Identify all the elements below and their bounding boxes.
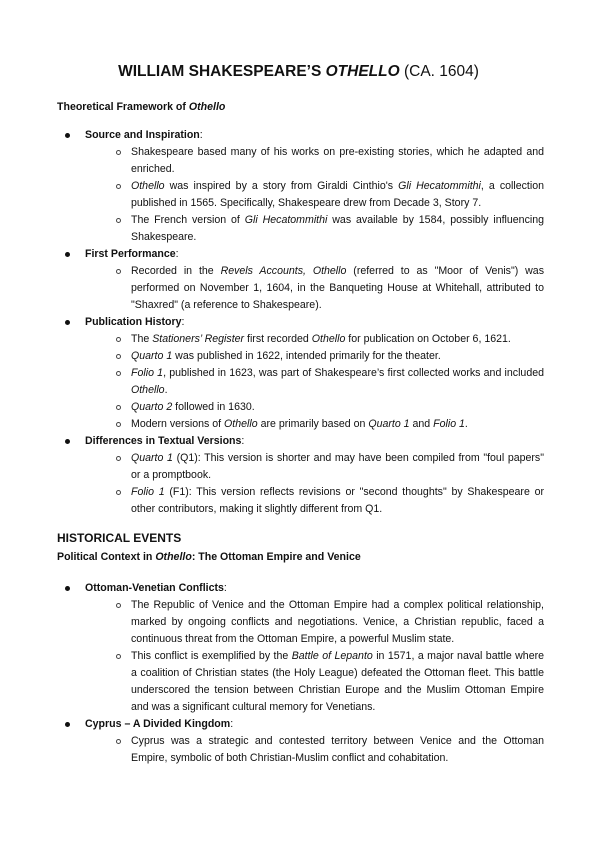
text-run: Recorded in the <box>131 265 221 277</box>
sub-bullet-item <box>131 212 544 246</box>
text-run: for publication on October 6, 1621. <box>345 333 511 345</box>
text-run: This conflict is exemplified by the <box>131 650 292 662</box>
italic-text: Othello <box>224 418 258 430</box>
title-italic: OTHELLO <box>325 63 400 80</box>
colon: : <box>199 129 203 141</box>
text-run: are primarily based on <box>257 418 369 430</box>
sub-bullet-item <box>131 365 544 399</box>
sub-bullet-item <box>131 348 544 365</box>
colon: : <box>241 435 245 447</box>
italic-text: Quarto 1 <box>368 418 410 430</box>
title-date: (CA. 1604) <box>399 63 479 80</box>
section-heading-historical: HISTORICAL EVENTS <box>57 531 182 545</box>
colon: : <box>175 248 179 260</box>
sub-bullet-item <box>131 263 544 314</box>
document-page <box>57 60 544 767</box>
bullet-item <box>85 314 544 433</box>
text-run: Modern versions of <box>131 418 225 430</box>
colon: : <box>230 718 234 730</box>
title-text: WILLIAM SHAKESPEARE’S <box>118 63 326 80</box>
text-run: was available by 1584, possibly influencing Shakespeare. <box>131 214 545 243</box>
italic-text: Gli Hecatommithi <box>244 214 328 226</box>
section2-list <box>85 580 544 767</box>
italic-text: Quarto 1 <box>131 350 173 362</box>
italic-text: Othello <box>131 180 165 192</box>
text-run: first recorded <box>244 333 312 345</box>
bullet-label: Ottoman-Venetian Conflicts <box>85 582 224 594</box>
italic-text: Stationers’ Register <box>152 333 245 345</box>
bullet-label: Publication History <box>85 316 182 328</box>
italic-text: Gli Hecatommithi <box>398 180 481 192</box>
italic-text: Folio 1 <box>131 486 165 498</box>
sub-bullet-item <box>131 399 544 416</box>
text-run: , published in 1623, was part of Shakespeare’s first collected works and included <box>163 367 545 379</box>
document-title <box>53 60 544 84</box>
sub-bullet-item <box>131 144 544 178</box>
sub-bullet-item <box>131 331 544 348</box>
sub-bullet-item <box>131 484 544 518</box>
sub-list <box>131 597 544 716</box>
text-run: was inspired by a story from Giraldi Cinthio's <box>164 180 399 192</box>
text-run: (F1): This version reflects revisions or "second thoughts" by Shakespeare or other contributors, making it slightly different from Q1. <box>131 486 545 515</box>
sub-bullet-item <box>131 733 544 767</box>
italic-text: Revels Accounts, Othello <box>220 265 347 277</box>
bullet-item <box>85 246 544 314</box>
sub-bullet-item <box>131 178 544 212</box>
text-run: in 1571, a major naval battle where a coalition of Christian states (the Holy League) defeated the Ottoman fleet. This battle underscored the tension between Christian Europe and the Muslim Ottoman Empire and was a significant cultural memory for Venetians. <box>131 650 544 713</box>
italic-text: Othello <box>155 551 192 563</box>
italic-text: Othello <box>188 101 226 113</box>
colon: : <box>223 582 227 594</box>
sub-list <box>131 331 544 433</box>
bullet-item <box>85 433 544 518</box>
bullet-label: Differences in Textual Versions <box>85 435 242 447</box>
sub-list <box>131 263 544 314</box>
sub-list <box>131 450 544 518</box>
text-run: The French version of <box>131 214 245 226</box>
text-run: Theoretical Framework of <box>57 101 189 113</box>
italic-text: Quarto 1 <box>131 452 173 464</box>
italic-text: Folio 1 <box>433 418 465 430</box>
text-run: followed in 1630. <box>172 401 255 413</box>
sub-list <box>131 144 544 246</box>
sub-bullet-item <box>131 450 544 484</box>
italic-text: Quarto 2 <box>131 401 173 413</box>
sub-list <box>131 733 544 767</box>
text-run: , a collection published in 1565. Specifically, Shakespeare drew from Decade 3, Story 7. <box>131 180 544 209</box>
bullet-item <box>85 580 544 716</box>
text-run: . <box>464 418 468 430</box>
bullet-label: First Performance <box>85 248 176 260</box>
text-run: (referred to as "Moor of Venis") was performed on November 1, 1604, in the Banqueting House at Whitehall, attributed to "Shaxred" (a reference to Shakespeare). <box>131 265 544 311</box>
text-run: Political Context in <box>57 551 156 563</box>
text-run: : The Ottoman Empire and Venice <box>191 551 361 563</box>
text-run: The Republic of Venice and the Ottoman Empire had a complex political relationship, marked by ongoing conflicts and negotiations. Venice, a Christian republic, faced a continuous threat from the Ottoman Empire, a powerful Muslim state. <box>131 599 544 645</box>
section1-list <box>85 127 544 518</box>
text-run: (Q1): This version is shorter and may have been compiled from "foul papers" or a promptbook. <box>131 452 544 481</box>
italic-text: Othello <box>311 333 346 345</box>
bullet-item <box>85 716 544 767</box>
subheading-political-context <box>57 549 544 566</box>
bullet-label: Source and Inspiration <box>85 129 200 141</box>
text-run: Cyprus was a strategic and contested territory between Venice and the Ottoman Empire, symbolic of both Christian-Muslim conflict and cohabitation. <box>131 735 544 764</box>
colon: : <box>181 316 185 328</box>
bullet-item <box>85 127 544 246</box>
text-run: Shakespeare based many of his works on pre-existing stories, which he adapted and enriched. <box>131 146 544 175</box>
text-run: . <box>164 384 168 396</box>
section-heading-theoretical <box>57 99 544 116</box>
text-run: was published in 1622, intended primarily for the theater. <box>172 350 441 362</box>
sub-bullet-item <box>131 597 544 648</box>
bullet-label: Cyprus – A Divided Kingdom <box>85 718 231 730</box>
text-run: The <box>131 333 153 345</box>
italic-text: Othello <box>131 384 165 396</box>
text-run: and <box>409 418 434 430</box>
sub-bullet-item <box>131 416 544 433</box>
sub-bullet-item <box>131 648 544 716</box>
italic-text: Battle of Lepanto <box>291 650 373 662</box>
italic-text: Folio 1 <box>131 367 164 379</box>
